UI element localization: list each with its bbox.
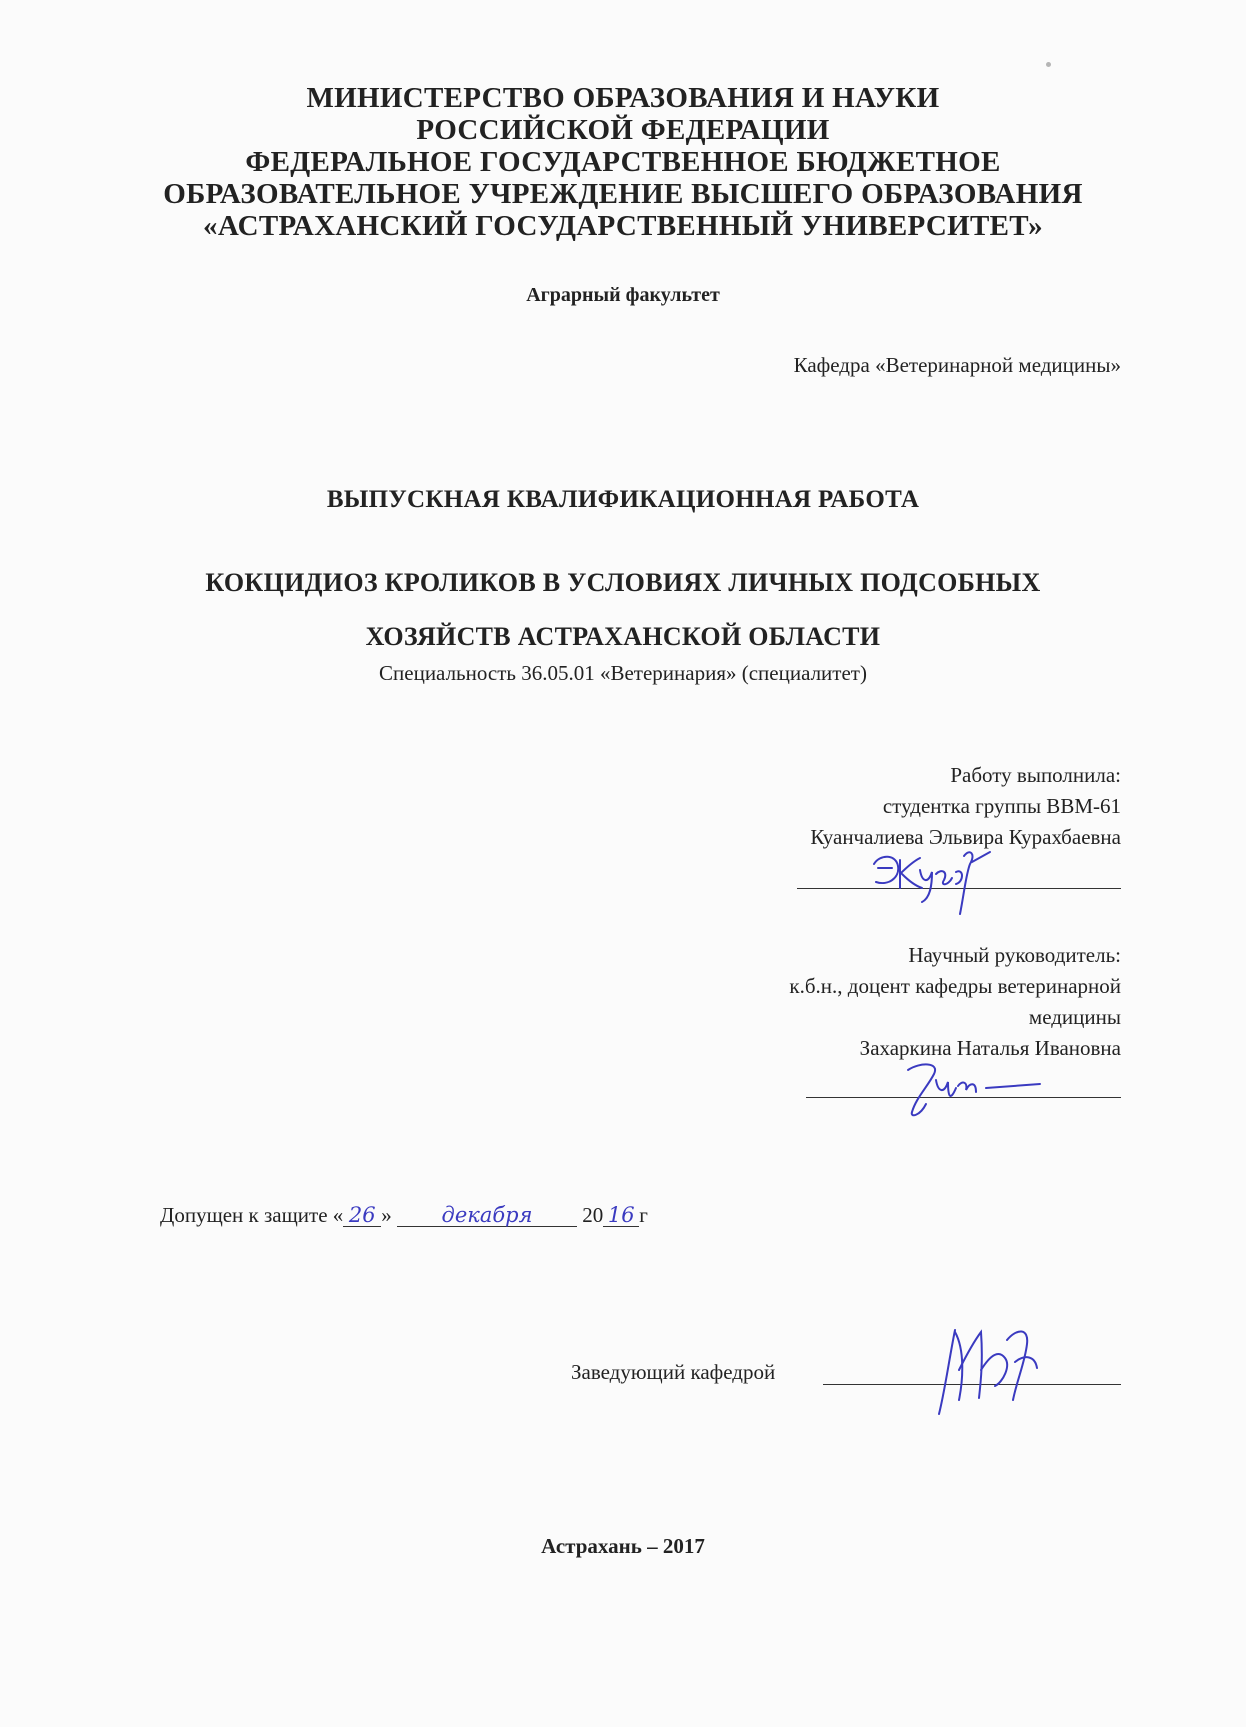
author-group: студентка группы ВВМ-61	[882, 794, 1121, 818]
admission-day: 26	[343, 1204, 381, 1227]
admission-month: декабря	[397, 1204, 577, 1227]
work-type-title: ВЫПУСКНАЯ КВАЛИФИКАЦИОННАЯ РАБОТА	[326, 486, 920, 513]
author-name: Куанчалиева Эльвира Курахбаевна	[810, 825, 1121, 849]
supervisor-position: к.б.н., доцент кафедры ветеринарной	[789, 974, 1121, 998]
thesis-topic	[0, 556, 1246, 664]
specialty-line: Специальность 36.05.01 «Ветеринария» (специалитет)	[379, 661, 867, 685]
topic-line: КОКЦИДИОЗ КРОЛИКОВ В УСЛОВИЯХ ЛИЧНЫХ ПОДСОБНЫХ	[205, 568, 1041, 597]
author-signature-icon	[860, 838, 1010, 928]
supervisor-name: Захаркина Наталья Ивановна	[859, 1036, 1121, 1060]
ministry-header	[0, 82, 1246, 242]
head-signature-icon	[925, 1310, 1055, 1420]
admission-quote-close: »	[381, 1203, 392, 1227]
admission-year-suffix: 16	[603, 1204, 639, 1227]
city-year: Астрахань – 2017	[541, 1534, 705, 1558]
admission-line	[160, 1203, 648, 1228]
admission-prefix: Допущен к защите «	[160, 1203, 344, 1227]
topic-line: ХОЗЯЙСТВ АСТРАХАНСКОЙ ОБЛАСТИ	[365, 622, 881, 651]
admission-year-unit: г	[639, 1203, 648, 1227]
supervisor-block	[789, 940, 1121, 1064]
ministry-line: ФЕДЕРАЛЬНОЕ ГОСУДАРСТВЕННОЕ БЮДЖЕТНОЕ	[245, 146, 1001, 178]
ministry-line: ОБРАЗОВАТЕЛЬНОЕ УЧРЕЖДЕНИЕ ВЫСШЕГО ОБРАЗОВАНИЯ	[163, 178, 1083, 210]
scan-speck	[1046, 62, 1051, 67]
department-name: Кафедра «Ветеринарной медицины»	[793, 353, 1121, 377]
supervisor-signature-icon	[900, 1052, 1050, 1122]
author-label: Работу выполнила:	[950, 763, 1121, 787]
supervisor-position-cont: медицины	[1028, 1005, 1121, 1029]
supervisor-label: Научный руководитель:	[908, 943, 1121, 967]
head-of-department-label: Заведующий кафедрой	[571, 1360, 776, 1384]
ministry-line: «АСТРАХАНСКИЙ ГОСУДАРСТВЕННЫЙ УНИВЕРСИТЕТ»	[203, 210, 1043, 242]
ministry-line: МИНИСТЕРСТВО ОБРАЗОВАНИЯ И НАУКИ	[306, 82, 940, 114]
ministry-line: РОССИЙСКОЙ ФЕДЕРАЦИИ	[416, 114, 830, 146]
admission-year-prefix: 20	[582, 1203, 604, 1227]
faculty-name: Аграрный факультет	[526, 284, 720, 306]
